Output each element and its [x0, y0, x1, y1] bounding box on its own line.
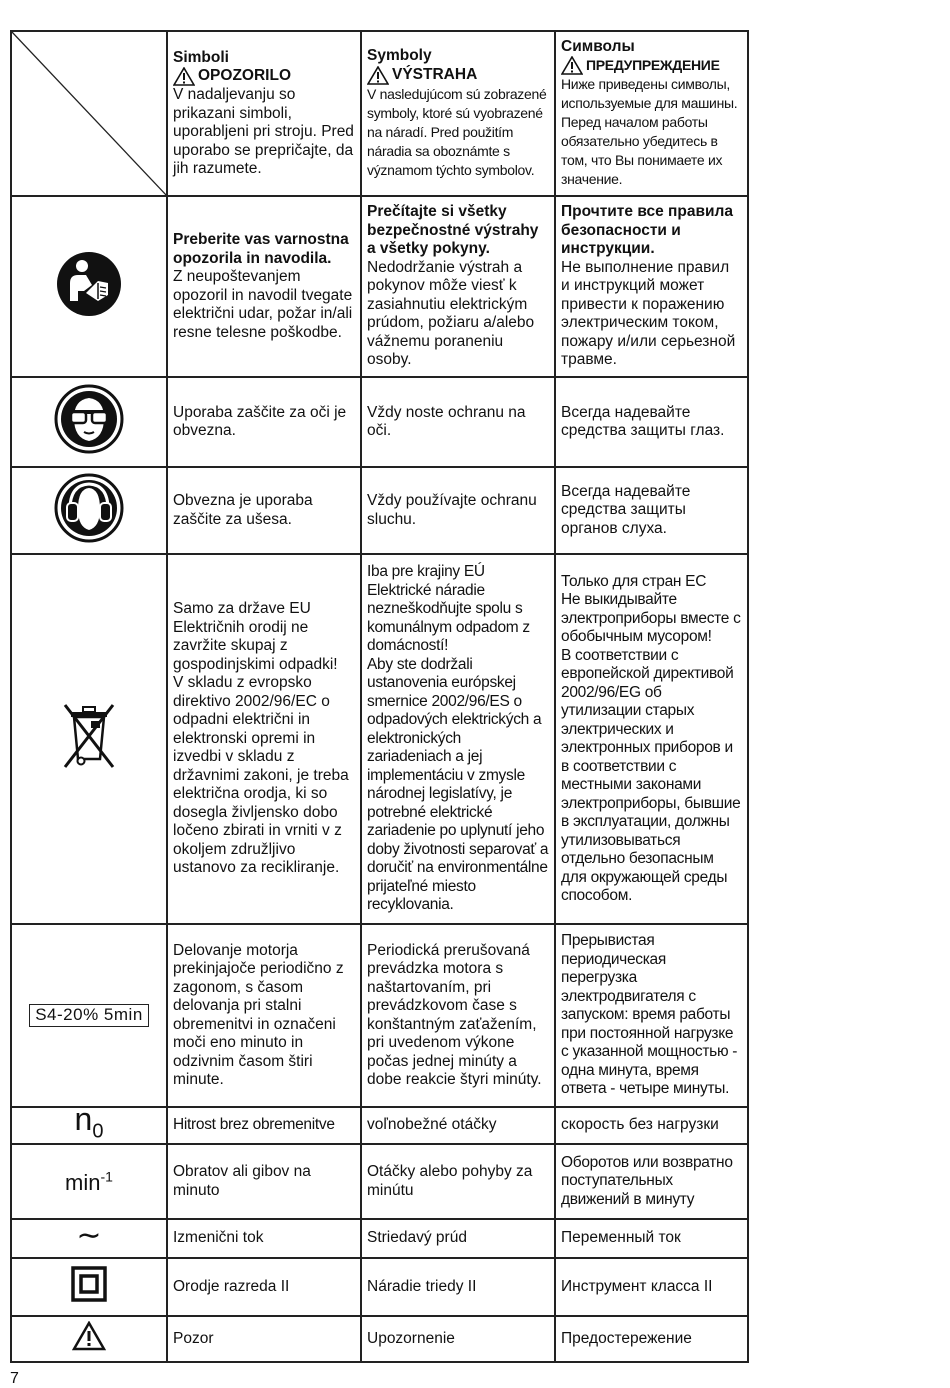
- row-rpm: [11, 1144, 748, 1219]
- row-duty-cycle: [11, 924, 748, 1107]
- manual-bold: Prečítajte si všetky bezpečnostné výstrahy a všetky pokyny.: [367, 203, 539, 258]
- eye-sl: Uporaba zaščite za oči je obvezna.: [167, 377, 361, 467]
- weee-line-2: Električnih orodij ne zavržite skupaj z gospodinjskimi odpadki!: [173, 618, 338, 673]
- header-ru: [555, 31, 748, 196]
- caution-sl: Pozor: [167, 1316, 361, 1362]
- rpm-sl: Obratov ali gibov na minuto: [167, 1144, 361, 1219]
- warning-line: [173, 67, 355, 86]
- weee-line-3: В соответствии с европейской директивой 2002/96/EG об утилизации старых электрических и электронных приборов и в соответствии с местными законами электроприборы, бывшие в эксплуатации, должны утилизовываться отдельно безопасным для окружающей среды способом.: [561, 646, 741, 904]
- warning-label: ПРЕДУПРЕЖДЕНИЕ: [586, 57, 720, 74]
- class-ii-icon: [71, 1266, 107, 1302]
- duty-cycle-symbol: S4-20% 5min: [29, 1004, 149, 1027]
- class2-ru: Инструмент класса II: [555, 1258, 748, 1316]
- manual-sl: [167, 196, 361, 377]
- caution-sk: Upozornenie: [361, 1316, 555, 1362]
- duty-ru: Прерывистая периодическая перегрузка электродвигателя с запуском: время работы при постоянной нагрузке с указанной мощностью - одна минута, время ответа - четыре минуты.: [555, 924, 748, 1107]
- ac-sl: Izmenični tok: [167, 1219, 361, 1258]
- ac-sk: Striedavý prúd: [361, 1219, 555, 1258]
- header-sk: [361, 31, 555, 196]
- warning-triangle-icon: [367, 66, 389, 85]
- diagonal-line: [12, 32, 167, 196]
- manual-text: Z neupoštevanjem opozoril in navodil tvegate električni udar, požar in/ali resne telesne poškodbe.: [173, 268, 353, 341]
- header-text: V nasledujúcom sú zobrazené symboly, ktoré sú vyobrazené na náradí. Pred použitím náradia sa oboznámte s významom týchto symbolov.: [367, 85, 547, 178]
- noload-sk: voľnobežné otáčky: [361, 1107, 555, 1144]
- warning-line: [561, 56, 742, 75]
- ac-ru: Переменный ток: [555, 1219, 748, 1258]
- manual-bold: Preberite vas varnostna opozorila in navodila.: [173, 231, 349, 267]
- header-text: V nadaljevanju so prikazani simboli, uporabljeni pri stroju. Pred uporabo se prepričajte, da jih razumete.: [173, 86, 354, 177]
- ear-sl: Obvezna je uporaba zaščite za ušesa.: [167, 467, 361, 554]
- row-class-ii: [11, 1258, 748, 1316]
- table-header-row: [11, 31, 748, 196]
- read-manual-icon: [56, 251, 122, 317]
- duty-sl: Delovanje motorja prekinjajoče periodično z zagonom, s časom delovanja pri stalni obremenitvi in označeni moči eno minuto in odzivnim časom štiri minute.: [167, 924, 361, 1107]
- header-sl: [167, 31, 361, 196]
- symbol-cell: [11, 1316, 167, 1362]
- manual-sk: [361, 196, 555, 377]
- warning-label: OPOZORILO: [198, 67, 291, 85]
- manual-text: Не выполнение правил и инструкций может привести к поражению электрическим током, пожару и/или серьезной травме.: [561, 258, 736, 369]
- symbol-cell: [11, 196, 167, 377]
- symbol-cell: [11, 377, 167, 467]
- header-title: Simboli: [173, 48, 229, 66]
- symbol-cell: [11, 1258, 167, 1316]
- duty-sk: Periodická prerušovaná prevádzka motora s naštartovaním, pri prevádzkovom čase s konštantným zaťažením, pri uvedenom výkone počas jednej minúty a dobe reakcie štyri minúty.: [361, 924, 555, 1107]
- symbol-base: n: [74, 1107, 93, 1138]
- class2-sk: Náradie triedy II: [361, 1258, 555, 1316]
- symbol-cell: [11, 467, 167, 554]
- ear-ru: Всегда надевайте средства защиты органов слуха.: [555, 467, 748, 554]
- weee-line-3: Aby ste dodržali ustanovenia európskej smernice 2002/96/ES o odpadových elektrických a elektronických zariadeniach a jej implementáciu v zmysle národnej legislatívy, je potrebné elektrické zariadenie po uplynutí jeho doby životnosti separovať a doručiť na environmentálne prijateľné miesto recyklovania.: [367, 655, 549, 914]
- no-load-speed-symbol: [74, 1107, 104, 1143]
- diagonal-header-cell: [11, 31, 167, 196]
- noload-sl: Hitrost brez obremenitve: [167, 1107, 361, 1144]
- weee-sl: [167, 554, 361, 924]
- manual-bold: Прочтите все правила безопасности и инструкции.: [561, 203, 733, 258]
- crossed-bin-icon: [61, 701, 117, 771]
- row-caution: [11, 1316, 748, 1362]
- row-read-manual: [11, 196, 748, 377]
- weee-line-3: V skladu z evropsko direktivo 2002/96/EC o odpadni električni in elektronski opremi in izvedbi v skladu z državnimi zakoni, je treba električna orodja, ki so dosegla življensko dobo ločeno zbirati in vrniti v z okoljem združljivo ustanovo za recikliranje.: [173, 674, 349, 877]
- symbol-cell: [11, 1107, 167, 1144]
- eye-protection-icon: [54, 384, 124, 454]
- row-no-load-speed: [11, 1107, 748, 1144]
- weee-line-2: Elektrické náradie nezneškodňujte spolu s komunálnym odpadom z domácností!: [367, 581, 530, 655]
- row-eye-protection: [11, 377, 748, 467]
- eye-ru: Всегда надевайте средства защиты глаз.: [555, 377, 748, 467]
- symbol-superscript: -1: [100, 1168, 113, 1185]
- symbols-table: [10, 30, 749, 1363]
- warning-label: VÝSTRAHA: [392, 66, 478, 83]
- symbol-subscript: 0: [92, 1120, 104, 1143]
- header-text: Ниже приведены символы, используемые для машины. Перед началом работы обязательно убедитесь в том, что Вы понимаете их значение.: [561, 76, 738, 188]
- header-title: Символы: [561, 37, 635, 55]
- weee-line-1: Iba pre krajiny EÚ: [367, 563, 485, 581]
- symbol-base: min: [65, 1169, 101, 1195]
- page-number: 7: [10, 1370, 19, 1387]
- weee-sk: [361, 554, 555, 924]
- weee-line-1: Samo za države EU: [173, 600, 311, 618]
- manual-ru: [555, 196, 748, 377]
- warning-line: [367, 66, 549, 85]
- symbol-cell: [11, 1144, 167, 1219]
- manual-text: Nedodržanie výstrah a pokynov môže viesť k zasiahnutiu elektrickým prúdom, požiaru a/alebo vážnemu poraneniu osoby.: [367, 258, 535, 369]
- weee-line-1: Только для стран ЕС: [561, 572, 707, 590]
- symbol-cell: [11, 554, 167, 924]
- noload-ru: скорость без нагрузки: [555, 1107, 748, 1144]
- symbol-cell: [11, 1219, 167, 1258]
- row-weee: [11, 554, 748, 924]
- rpm-sk: Otáčky alebo pohyby za minútu: [361, 1144, 555, 1219]
- row-ear-protection: [11, 467, 748, 554]
- ear-protection-icon: [54, 473, 124, 543]
- rpm-ru: Оборотов или возвратно поступательных движений в минуту: [555, 1144, 748, 1219]
- ear-sk: Vždy používajte ochranu sluchu.: [361, 467, 555, 554]
- warning-triangle-icon: [173, 67, 195, 86]
- eye-sk: Vždy noste ochranu na oči.: [361, 377, 555, 467]
- rpm-symbol: [65, 1170, 113, 1195]
- warning-triangle-icon: [561, 56, 583, 75]
- row-alternating-current: [11, 1219, 748, 1258]
- warning-triangle-icon: [72, 1321, 106, 1351]
- weee-ru: [555, 554, 748, 924]
- symbol-cell: [11, 924, 167, 1107]
- caution-ru: Предостережение: [555, 1316, 748, 1362]
- weee-line-2: Не выкидывайте электроприборы вместе с обобычным мусором!: [561, 591, 741, 645]
- alternating-current-symbol: ∼: [76, 1219, 102, 1252]
- class2-sl: Orodje razreda II: [167, 1258, 361, 1316]
- header-title: Symboly: [367, 47, 432, 65]
